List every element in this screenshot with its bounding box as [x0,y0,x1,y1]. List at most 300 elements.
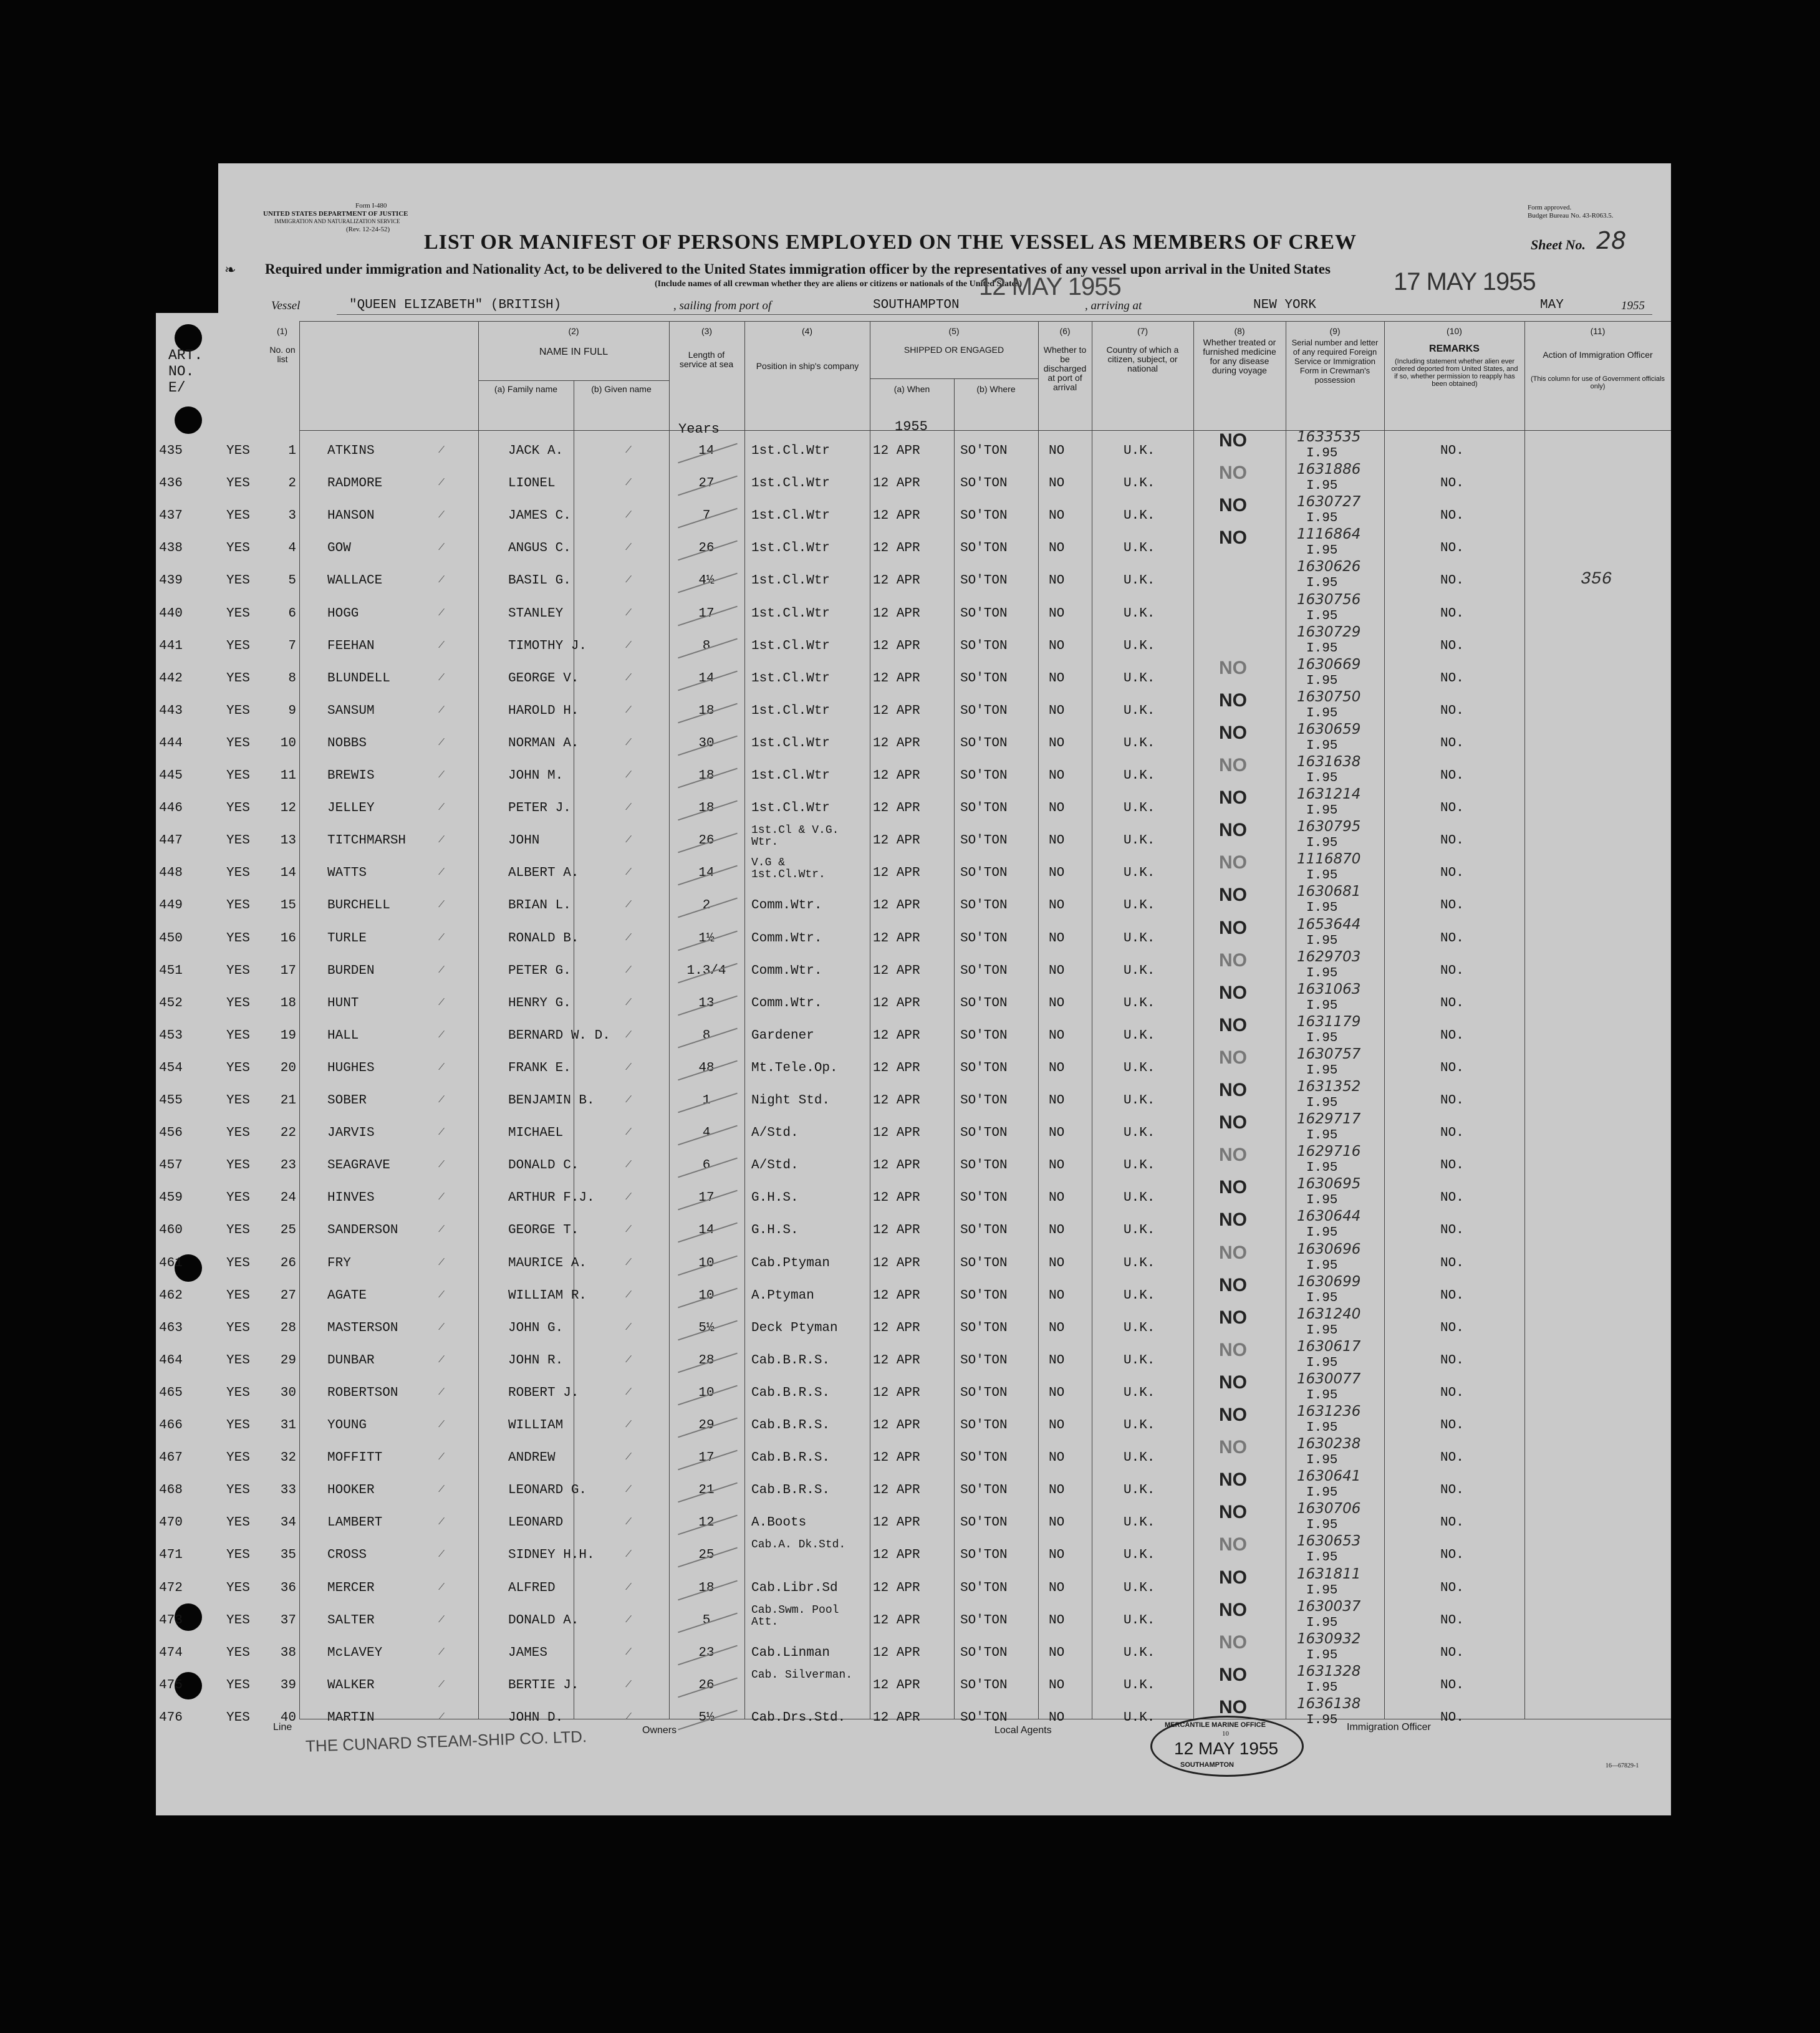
check-mark-icon: / [437,605,446,619]
discharge: NO [1049,638,1065,653]
shipped-where: SO'TON [960,541,1008,556]
serial-number: 1630750 [1297,688,1361,705]
form-type: I.95 [1306,608,1338,623]
art-number: 457 [159,1158,183,1173]
form-type: I.95 [1306,511,1338,526]
given-name: ANGUS C. [508,541,571,556]
service-length: 18 [698,703,715,718]
art-number: 452 [159,996,183,1011]
given-name: ALFRED [508,1580,556,1595]
service-length: 10 [698,1256,715,1271]
art-number: 456 [159,1126,183,1141]
family-name: BLUNDELL [327,671,390,686]
medicine-mark: NO [1219,1080,1247,1100]
serial-number: 1630644 [1297,1208,1361,1225]
position: 1st.Cl.Wtr [751,444,831,458]
form-type: I.95 [1306,1290,1338,1305]
form-type: I.95 [1306,1453,1338,1468]
family-name: DUNBAR [327,1353,375,1368]
service-length: 27 [698,476,715,491]
shipped-when: 12 APR [873,541,920,556]
serial-number: 1631236 [1297,1403,1361,1420]
medicine-mark: NO [1219,820,1247,841]
check-mark-icon: / [437,670,446,685]
yes-mark: YES [226,963,250,978]
office-stamp [1150,1716,1304,1777]
arriving-port: NEW YORK [1253,298,1316,312]
serial-number: 1630669 [1297,656,1361,673]
yes-mark: YES [226,1516,250,1531]
family-name: HOOKER [327,1483,375,1498]
given-name: ANDREW [508,1451,556,1466]
remarks: NO. [1440,509,1464,524]
country: U.K. [1124,1288,1155,1303]
art-number: 438 [159,541,183,556]
check-mark-icon: / [437,767,446,782]
yes-mark: YES [226,898,250,913]
art-number: 440 [159,606,183,621]
given-name: JOHN M. [508,769,564,783]
medicine-mark: NO [1219,1599,1247,1620]
serial-number: 1631886 [1297,461,1361,478]
shipped-when: 12 APR [873,606,920,621]
art-number: 463 [159,1320,183,1335]
position: Deck Ptyman [751,1320,838,1335]
check-mark-icon: / [437,962,446,976]
discharge: NO [1049,606,1065,621]
col11-subheader: (This column for use of Government officials only) [1531,375,1665,390]
shipped-when: 12 APR [873,1483,920,1498]
remarks: NO. [1440,1126,1464,1141]
country: U.K. [1124,1191,1155,1206]
list-number: 3 [288,509,296,524]
col2-header: NAME IN FULL [539,347,609,357]
remarks: NO. [1440,769,1464,783]
serial-number: 1631063 [1297,981,1361,997]
family-name: MERCER [327,1580,375,1595]
form-type: I.95 [1306,771,1338,786]
check-mark-icon: / [437,994,446,1009]
family-name: NOBBS [327,736,367,751]
medicine-mark: NO [1219,1307,1247,1328]
shipped-where: SO'TON [960,1191,1008,1206]
check-mark-icon: / [624,1416,633,1431]
check-mark-icon: / [624,572,633,587]
yes-mark: YES [226,769,250,783]
service-length: 5½ [698,1710,715,1725]
service-length: 17 [698,1191,715,1206]
family-name: HANSON [327,509,375,524]
country: U.K. [1124,1613,1155,1628]
check-mark-icon: / [437,442,446,457]
form-type: I.95 [1306,933,1338,948]
position: 1st.Cl.Wtr [751,541,831,556]
art-number: 453 [159,1028,183,1043]
shipped-when: 12 APR [873,1451,920,1466]
check-mark-icon: / [437,865,446,879]
service-length: 18 [698,1580,715,1595]
family-name: MARTIN [327,1710,375,1725]
list-number: 1 [288,444,296,458]
remarks: NO. [1440,1060,1464,1075]
art-number: 441 [159,638,183,653]
discharge: NO [1049,1256,1065,1271]
form-type: I.95 [1306,1648,1338,1663]
medicine-mark: NO [1219,1177,1247,1198]
check-mark-icon: / [624,1547,633,1561]
remarks: NO. [1440,1093,1464,1108]
print-code: 16—67829-1 [1606,1762,1639,1769]
form-type: I.95 [1306,446,1338,461]
family-name: SEAGRAVE [327,1158,390,1173]
yes-mark: YES [226,931,250,946]
check-mark-icon: / [437,1481,446,1496]
remarks: NO. [1440,1451,1464,1466]
service-length: 23 [698,1645,715,1660]
country: U.K. [1124,476,1155,491]
shipped-where: SO'TON [960,801,1008,816]
position: A/Std. [751,1126,799,1141]
country: U.K. [1124,801,1155,816]
form-approved: Form approved. [1528,204,1572,211]
shipped-when: 12 APR [873,996,920,1011]
check-mark-icon: / [624,832,633,847]
page-title: LIST OR MANIFEST OF PERSONS EMPLOYED ON THE VESSEL AS MEMBERS OF CREW [424,231,1357,254]
remarks: NO. [1440,1256,1464,1271]
list-number: 40 [280,1710,296,1725]
serial-number: 1630238 [1297,1436,1361,1453]
service-length: 1 [702,1093,711,1108]
given-name: WILLIAM R. [508,1288,587,1303]
country: U.K. [1124,736,1155,751]
medicine-mark: NO [1219,1437,1247,1458]
check-mark-icon: / [624,637,633,651]
sailing-label: , sailing from port of [673,299,772,312]
form-type: I.95 [1306,1258,1338,1273]
medicine-mark: NO [1219,755,1247,776]
position: Comm.Wtr. [751,996,822,1011]
form-type: I.95 [1306,706,1338,721]
discharge: NO [1049,444,1065,458]
medicine-mark: NO [1219,430,1247,451]
years-label: Years [678,421,720,437]
check-mark-icon: / [437,1156,446,1171]
list-number: 22 [280,1126,296,1141]
serial-number: 1653644 [1297,916,1361,933]
shipped-where: SO'TON [960,1353,1008,1368]
discharge: NO [1049,769,1065,783]
list-number: 38 [280,1645,296,1660]
discharge: NO [1049,1353,1065,1368]
discharge: NO [1049,834,1065,848]
position: Cab.B.R.S. [751,1353,831,1368]
form-type: I.95 [1306,868,1338,883]
family-name: LAMBERT [327,1516,383,1531]
department: UNITED STATES DEPARTMENT OF JUSTICE [263,210,408,218]
remarks: NO. [1440,476,1464,491]
shipped-where: SO'TON [960,1126,1008,1141]
shipped-where: SO'TON [960,1028,1008,1043]
family-name: McLAVEY [327,1645,383,1660]
shipped-when: 12 APR [873,1223,920,1238]
art-number: 462 [159,1288,183,1303]
col6-header: Whether to be discharged at port of arrival [1043,345,1087,392]
list-number: 20 [280,1060,296,1075]
yes-mark: YES [226,1060,250,1075]
yes-mark: YES [226,1028,250,1043]
check-mark-icon: / [624,1481,633,1496]
service-length: 8 [702,1028,711,1043]
country: U.K. [1124,574,1155,589]
serial-number: 1116864 [1297,526,1361,543]
shipped-when: 12 APR [873,1678,920,1693]
medicine-mark: NO [1219,1502,1247,1523]
country: U.K. [1124,898,1155,913]
country: U.K. [1124,541,1155,556]
arrival-year: 1955 [1621,299,1645,312]
punch-hole [175,406,202,434]
shipped-where: SO'TON [960,574,1008,589]
family-name: WALKER [327,1678,375,1693]
check-mark-icon: / [624,442,633,457]
check-mark-icon: / [437,1059,446,1074]
art-number: 437 [159,509,183,524]
list-number: 14 [280,866,296,881]
check-mark-icon: / [624,767,633,782]
family-name: CROSS [327,1548,367,1563]
art-number: 444 [159,736,183,751]
medicine-mark: NO [1219,1112,1247,1133]
col7-header: Country of which a citizen, subject, or national [1106,345,1179,373]
medicine-mark: NO [1219,1339,1247,1360]
service-length: 29 [698,1418,715,1433]
check-mark-icon: / [437,1514,446,1529]
position: Cab.Swm. Pool Att. [751,1603,839,1628]
list-number: 30 [280,1385,296,1400]
check-mark-icon: / [437,1352,446,1367]
yes-mark: YES [226,1548,250,1563]
art-number: 471 [159,1548,183,1563]
discharge: NO [1049,963,1065,978]
service-length: 28 [698,1353,715,1368]
remarks: NO. [1440,1028,1464,1043]
service-length: 48 [698,1060,715,1075]
col4-header: Position in ship's company [756,361,859,371]
list-number: 17 [280,963,296,978]
country: U.K. [1124,1353,1155,1368]
shipped-where: SO'TON [960,1451,1008,1466]
discharge: NO [1049,1060,1065,1075]
check-mark-icon: / [437,1547,446,1561]
year-label: 1955 [895,419,928,435]
list-number: 26 [280,1256,296,1271]
given-name: JAMES [508,1645,548,1660]
discharge: NO [1049,866,1065,881]
remarks: NO. [1440,1645,1464,1660]
shipped-when: 12 APR [873,638,920,653]
given-name: DONALD C. [508,1158,579,1173]
art-number: 467 [159,1451,183,1466]
shipped-when: 12 APR [873,671,920,686]
family-name: WALLACE [327,574,383,589]
shipped-where: SO'TON [960,1223,1008,1238]
art-number-tab [156,313,218,1535]
col3-number: (3) [701,326,713,336]
family-name: MASTERSON [327,1320,398,1335]
service-length: 4½ [698,574,715,589]
position: 1st.Cl.Wtr [751,703,831,718]
medicine-mark: NO [1219,852,1247,873]
check-mark-icon: / [437,1124,446,1139]
form-type: I.95 [1306,1226,1338,1241]
serial-number: 1630932 [1297,1630,1361,1647]
check-mark-icon: / [624,1352,633,1367]
serial-number: 1630699 [1297,1273,1361,1290]
shipped-when: 12 APR [873,574,920,589]
form-revision: (Rev. 12-24-52) [346,226,390,233]
list-number: 15 [280,898,296,913]
country: U.K. [1124,1320,1155,1335]
art-number: 451 [159,963,183,978]
art-number: 475 [159,1678,183,1693]
given-name: HAROLD H. [508,703,579,718]
check-mark-icon: / [624,1384,633,1399]
col5-header: SHIPPED OR ENGAGED [903,345,1004,355]
medicine-mark: NO [1219,495,1247,516]
shipped-when: 12 APR [873,769,920,783]
family-name: SALTER [327,1613,375,1628]
art-number: 449 [159,898,183,913]
yes-mark: YES [226,1158,250,1173]
check-mark-icon: / [624,1319,633,1334]
check-mark-icon: / [624,1222,633,1236]
shipped-where: SO'TON [960,671,1008,686]
medicine-mark: NO [1219,463,1247,484]
serial-number: 1630653 [1297,1533,1361,1550]
check-mark-icon: / [437,1644,446,1659]
remarks: NO. [1440,1613,1464,1628]
shipped-where: SO'TON [960,1645,1008,1660]
art-number: 450 [159,931,183,946]
serial-number: 1633535 [1297,429,1361,445]
check-mark-icon: / [437,1254,446,1269]
check-mark-icon: / [437,1676,446,1691]
given-name: FRANK E. [508,1060,571,1075]
yes-mark: YES [226,996,250,1011]
shipped-when: 12 APR [873,1385,920,1400]
given-name: LIONEL [508,476,556,491]
check-mark-icon: / [624,1254,633,1269]
position: Cab. Silverman. [751,1668,853,1681]
given-name: TIMOTHY J. [508,638,587,653]
list-number: 34 [280,1516,296,1531]
medicine-mark: NO [1219,1469,1247,1491]
service-length: 14 [698,866,715,881]
arrival-date-stamp: 17 MAY 1955 [1394,268,1536,296]
position: Cab.Libr.Sd [751,1580,838,1595]
given-name: ROBERT J. [508,1385,579,1400]
list-number: 25 [280,1223,296,1238]
given-name: BERTIE J. [508,1678,579,1693]
yes-mark: YES [226,1288,250,1303]
art-number: 436 [159,476,183,491]
yes-mark: YES [226,834,250,848]
service-length: 17 [698,606,715,621]
serial-number: 1629717 [1297,1111,1361,1128]
shipped-where: SO'TON [960,1256,1008,1271]
shipped-where: SO'TON [960,1548,1008,1563]
remarks: NO. [1440,898,1464,913]
list-number: 28 [280,1320,296,1335]
shipped-where: SO'TON [960,1060,1008,1075]
form-type: I.95 [1306,901,1338,916]
country: U.K. [1124,1126,1155,1141]
shipped-when: 12 APR [873,931,920,946]
position: Gardener [751,1028,814,1043]
list-number: 2 [288,476,296,491]
form-type: I.95 [1306,1323,1338,1338]
check-mark-icon: / [624,474,633,489]
serial-number: 1630696 [1297,1241,1361,1257]
medicine-mark: NO [1219,1534,1247,1555]
arrival-month: MAY [1540,298,1564,312]
family-name: SANDERSON [327,1223,398,1238]
serial-number: 1630659 [1297,721,1361,738]
serial-number: 1630077 [1297,1370,1361,1387]
col5b-header: (b) Where [976,384,1016,394]
list-number: 18 [280,996,296,1011]
serial-number: 1636138 [1297,1695,1361,1712]
discharge: NO [1049,1093,1065,1108]
country: U.K. [1124,671,1155,686]
family-name: SOBER [327,1093,367,1108]
serial-number: 1631214 [1297,786,1361,803]
form-type: I.95 [1306,738,1338,753]
check-mark-icon: / [624,702,633,717]
country: U.K. [1124,866,1155,881]
medicine-mark: NO [1219,1567,1247,1588]
serial-number: 1630617 [1297,1338,1361,1355]
serial-number: 1629703 [1297,948,1361,965]
given-name: MAURICE A. [508,1256,587,1271]
position: 1st.Cl.Wtr [751,476,831,491]
serial-number: 1116870 [1297,851,1361,868]
action-officer: 356 [1581,570,1612,590]
check-mark-icon: / [624,1612,633,1626]
service-length: 12 [698,1516,715,1531]
given-name: LEONARD [508,1516,564,1531]
shipped-when: 12 APR [873,1256,920,1271]
remarks: NO. [1440,1353,1464,1368]
check-mark-icon: / [437,1449,446,1464]
remarks: NO. [1440,1191,1464,1206]
yes-mark: YES [226,444,250,458]
remarks: NO. [1440,1158,1464,1173]
list-number: 5 [288,574,296,589]
given-name: STANLEY [508,606,564,621]
check-mark-icon: / [624,734,633,749]
discharge: NO [1049,931,1065,946]
list-number: 24 [280,1191,296,1206]
given-name: DONALD A. [508,1613,579,1628]
position: 1st.Cl.Wtr [751,606,831,621]
art-number-header: ART. NO. E/ [168,347,203,396]
check-mark-icon: / [624,1514,633,1529]
given-name: HENRY G. [508,996,571,1011]
check-mark-icon: / [437,1092,446,1107]
shipped-when: 12 APR [873,1613,920,1628]
shipped-when: 12 APR [873,736,920,751]
